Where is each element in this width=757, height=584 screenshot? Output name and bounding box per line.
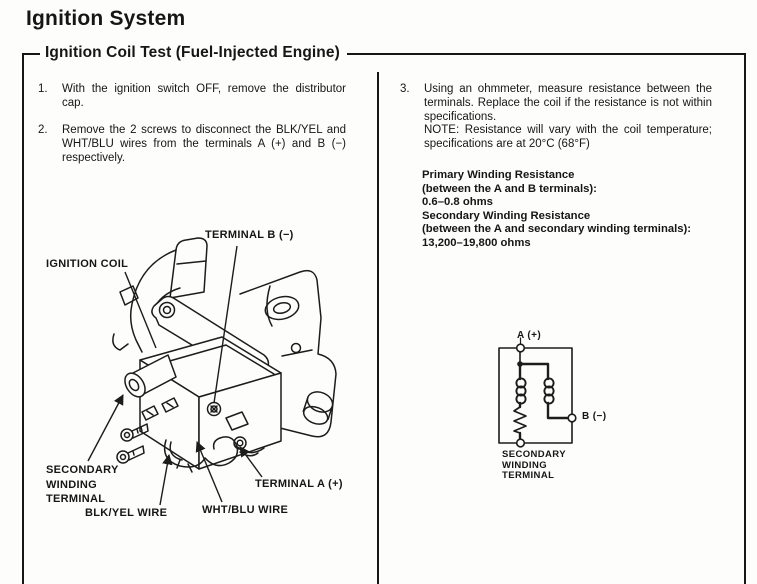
spec-block <box>422 169 722 251</box>
section-border-left <box>22 53 24 584</box>
page-title: Ignition System <box>26 7 186 30</box>
label-wht-blu-wire: WHT/BLU WIRE <box>202 504 289 516</box>
circuit-label-secondary-winding-terminal: SECONDARY WINDING TERMINAL <box>502 449 566 481</box>
junction-dot <box>517 361 523 367</box>
spec-line: (between the A and secondary winding terminals): <box>422 223 692 236</box>
step-3 <box>400 83 712 152</box>
section-border-right <box>744 53 746 584</box>
spec-line: 13,200–19,800 ohms <box>422 236 531 249</box>
label-ignition-coil: IGNITION COIL <box>46 258 129 270</box>
step-2-text: Remove the 2 screws to disconnect the BLK/YEL and WHT/BLU wires from the terminals A (+) and B (−) respectively. <box>62 124 346 164</box>
leader-secondary-winding <box>88 395 123 461</box>
terminal-a-node <box>517 344 525 352</box>
step-3-text: Using an ohmmeter, measure resistance between the terminals. Replace the coil if the resistance is not within specifications. <box>424 83 712 123</box>
label-terminal-a: TERMINAL A (+) <box>255 478 343 490</box>
step-1-number: 1. <box>38 83 48 95</box>
spec-line: Secondary Winding Resistance <box>422 209 591 222</box>
column-divider <box>377 72 379 584</box>
label-terminal-b: TERMINAL B (−) <box>205 229 294 241</box>
step-1 <box>38 83 346 111</box>
spec-line: Primary Winding Resistance <box>422 169 575 181</box>
primary-winding-coil-icon <box>516 378 525 403</box>
label-secondary-winding-terminal: SECONDARY WINDING TERMINAL <box>46 464 119 505</box>
secondary-winding-coil-icon <box>544 378 553 403</box>
screw-icon <box>117 446 144 463</box>
step-3-note: NOTE: Resistance will vary with the coil temperature; specifications are at 20°C (68°F) <box>424 124 712 151</box>
step-1-text: With the ignition switch OFF, remove the distributor cap. <box>62 83 346 109</box>
secondary-terminal-node <box>517 439 525 447</box>
spec-line: 0.6–0.8 ohms <box>422 196 493 209</box>
step-2-number: 2. <box>38 124 48 136</box>
spec-line: (between the A and B terminals): <box>422 182 597 195</box>
resistor-icon <box>514 407 526 433</box>
terminal-b-node <box>568 414 576 422</box>
step-2 <box>38 124 346 165</box>
section-title: Ignition Coil Test (Fuel-Injected Engine) <box>40 44 347 62</box>
leader-blk-yel <box>160 455 169 505</box>
label-blk-yel-wire: BLK/YEL WIRE <box>85 507 168 519</box>
circuit-label-b: B (−) <box>582 411 607 422</box>
step-3-number: 3. <box>400 83 410 95</box>
circuit-label-a: A (+) <box>517 330 542 341</box>
